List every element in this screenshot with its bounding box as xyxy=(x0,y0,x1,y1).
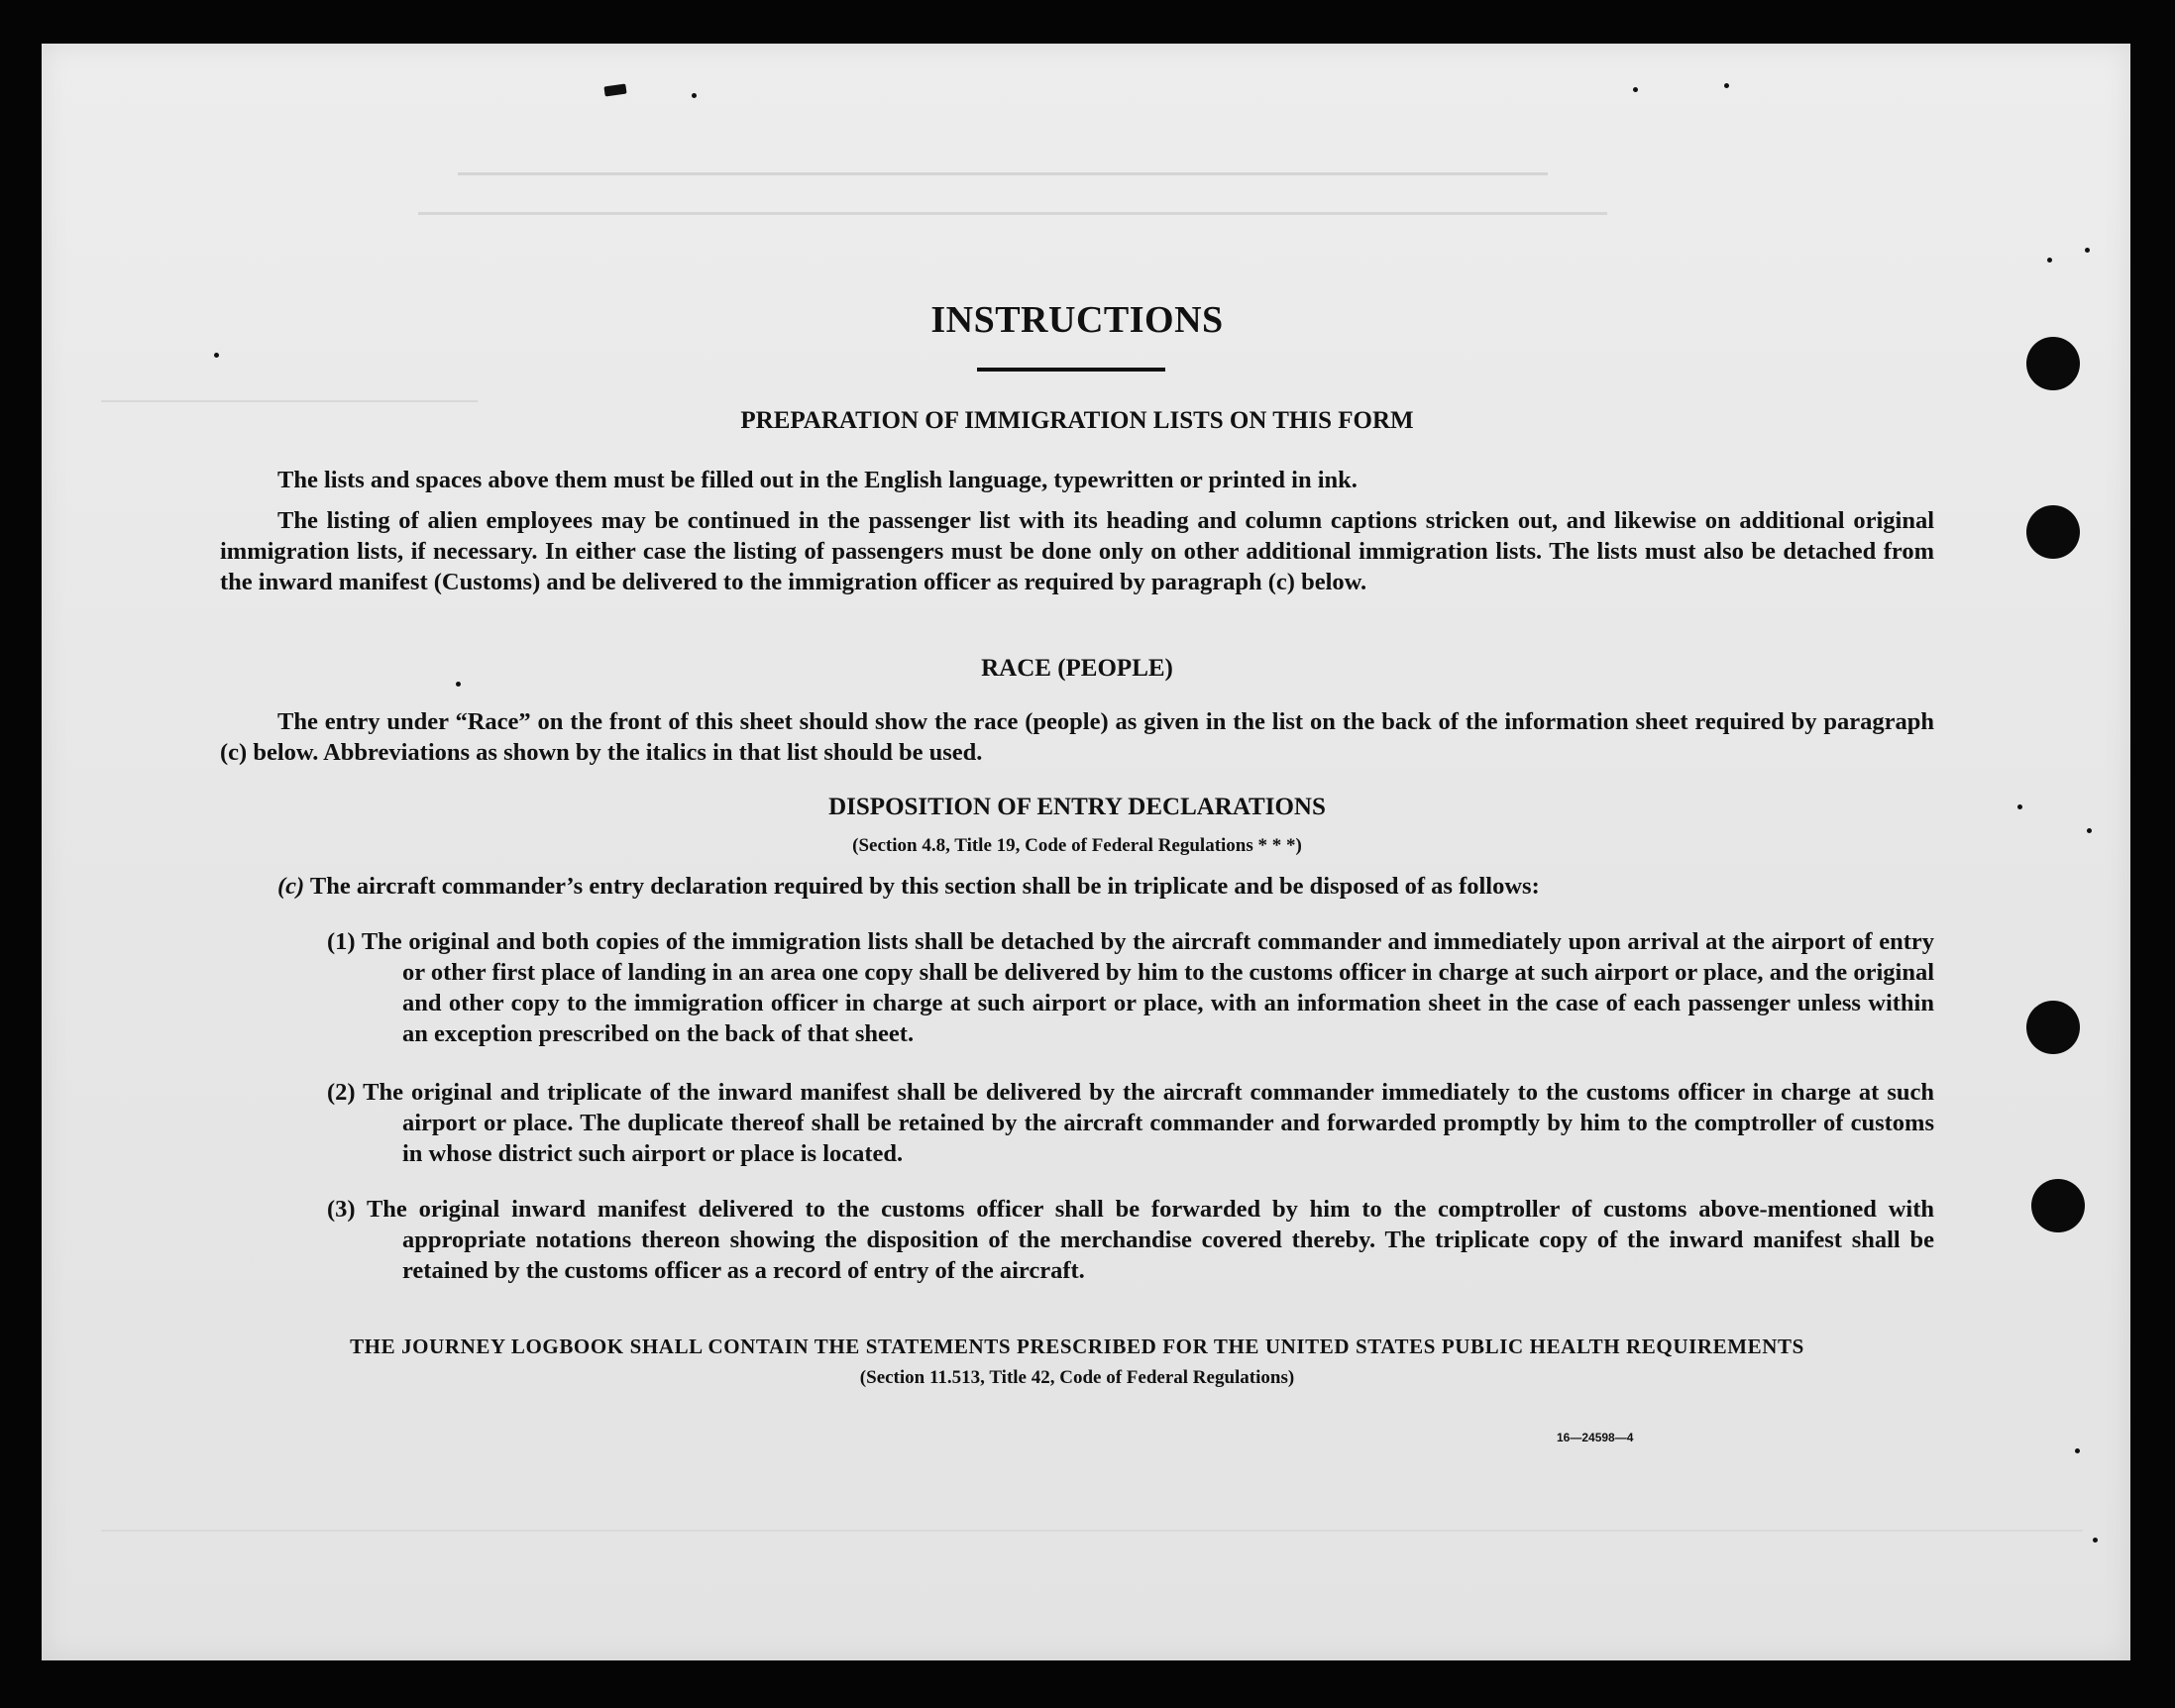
footer-health-requirements: THE JOURNEY LOGBOOK SHALL CONTAIN THE STATEMENTS PRESCRIBED FOR THE UNITED STATES PUBLIC HEALTH REQUIREMENTS xyxy=(350,1334,1804,1358)
footer-regulation: (Section 11.513, Title 42, Code of Federal Regulations) xyxy=(859,1367,1295,1388)
list-item xyxy=(327,926,1934,1049)
bleed-through-line xyxy=(458,172,1548,175)
section-heading-disposition: DISPOSITION OF ENTRY DECLARATIONS xyxy=(828,794,1326,820)
speck xyxy=(692,93,697,98)
speck xyxy=(2075,1448,2080,1453)
page-title: INSTRUCTIONS xyxy=(930,299,1224,341)
intro-label: (c) xyxy=(277,873,305,900)
bleed-through-line xyxy=(418,212,1607,215)
speck xyxy=(2087,828,2092,833)
list-item-label: (1) xyxy=(327,928,356,955)
speck xyxy=(1724,83,1729,88)
speck xyxy=(214,353,219,358)
bleed-through-line xyxy=(101,1530,2083,1532)
punch-hole xyxy=(2026,505,2080,559)
punch-hole xyxy=(2026,1001,2080,1054)
speck xyxy=(2093,1538,2098,1543)
speck xyxy=(1633,87,1638,92)
paragraph-language: The lists and spaces above them must be filled out in the English language, typewritten or printed in ink. xyxy=(277,467,1358,493)
section-subheading-regulation: (Section 4.8, Title 19, Code of Federal Regulations * * *) xyxy=(852,835,1302,856)
paragraph-alien-employees: The listing of alien employees may be continued in the passenger list with its heading and column captions stricken out, and likewise on additional original immigration lists, if necessary. In either case the listing of passengers must be done only on other additional immigration lists. The lists must also be detached from the inward manifest (Customs) and be delivered to the immigration officer as required by paragraph (c) below. xyxy=(220,507,1934,595)
bleed-through-line xyxy=(101,400,478,402)
speck xyxy=(2047,258,2052,263)
section-heading-immigration-lists: PREPARATION OF IMMIGRATION LISTS ON THIS FORM xyxy=(740,407,1414,434)
paragraph-race: The entry under “Race” on the front of this sheet should show the race (people) as given in the list on the back of the information sheet required by paragraph (c) below. Abbreviations as shown by the italics in that list should be used. xyxy=(220,708,1934,766)
intro-text: The aircraft commander’s entry declaration required by this section shall be in triplicate and be disposed of as follows: xyxy=(309,873,1540,900)
list-item-label: (2) xyxy=(327,1079,356,1106)
list-item xyxy=(327,1077,1934,1169)
list-item-text: The original inward manifest delivered to the customs officer shall be forwarded by him to the comptroller of customs above-mentioned with appropriate notations thereon showing the disposition of the merchandise covered thereby. The triplicate copy of the inward manifest shall be retained by the customs officer as a record of entry of the aircraft. xyxy=(366,1196,1935,1284)
punch-hole xyxy=(2026,337,2080,390)
speck xyxy=(2085,248,2090,253)
paragraph-intro-c xyxy=(220,871,1934,902)
title-underline xyxy=(977,368,1165,372)
speck xyxy=(2017,804,2022,809)
list-item xyxy=(327,1194,1934,1286)
section-heading-race: RACE (PEOPLE) xyxy=(981,655,1173,682)
punch-hole xyxy=(2031,1179,2085,1232)
form-number: 16—24598—4 xyxy=(1557,1431,1634,1444)
list-item-text: The original and both copies of the immigration lists shall be detached by the aircraft commander and immediately upon arrival at the airport of entry or other first place of landing in an area one copy shall be delivered by him to the customs officer in charge at such airport or place, and the original and other copy to the immigration officer in charge at such airport or place, with an information sheet in the case of each passenger unless within an exception prescribed on the back of that sheet. xyxy=(361,928,1935,1047)
list-item-label: (3) xyxy=(327,1196,356,1223)
list-item-text: The original and triplicate of the inward manifest shall be delivered by the aircraft commander immediately to the customs officer in charge at such airport or place. The duplicate thereof shall be retained by the aircraft commander and forwarded promptly by him to the comptroller of customs in whose district such airport or place is located. xyxy=(363,1079,1935,1167)
